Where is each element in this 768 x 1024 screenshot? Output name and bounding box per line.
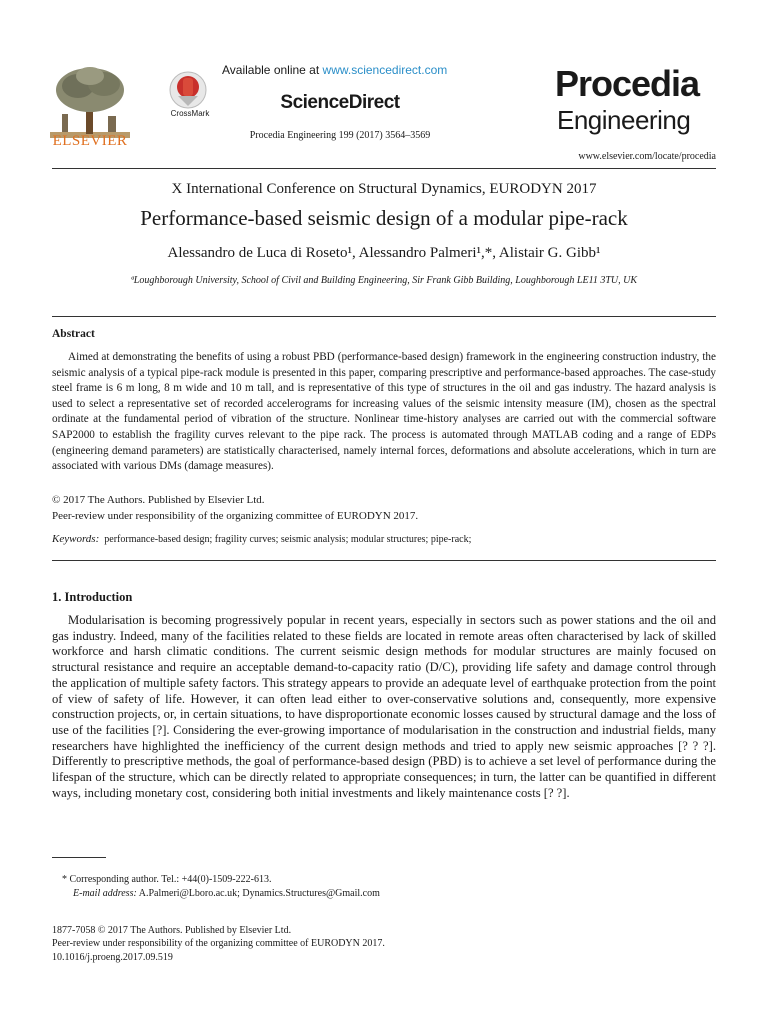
footnote-corresponding-author: * Corresponding author. Tel.: +44(0)-1509-222-613. xyxy=(62,874,272,885)
email-addresses[interactable]: A.Palmeri@Lboro.ac.uk; Dynamics.Structures@Gmail.com xyxy=(138,888,380,899)
conference-name: X International Conference on Structural Dynamics, EURODYN 2017 xyxy=(171,181,597,197)
affiliation: ªLoughborough University, School of Civil and Building Engineering, Sir Frank Gibb Building, Loughborough LE11 3TU, UK xyxy=(131,275,637,286)
copyright-notice: © 2017 The Authors. Published by Elsevier Ltd. xyxy=(52,494,265,506)
footnote-issn: 1877-7058 © 2017 The Authors. Published by Elsevier Ltd. xyxy=(52,925,292,936)
keywords-label: Keywords: xyxy=(52,533,100,545)
footnote-peer-review: Peer-review under responsibility of the organizing committee of EURODYN 2017. xyxy=(52,938,385,949)
section-heading-introduction: 1. Introduction xyxy=(52,590,133,604)
peer-review-notice: Peer-review under responsibility of the organizing committee of EURODYN 2017. xyxy=(52,510,419,522)
available-prefix: Available online at xyxy=(222,63,323,77)
keywords-line xyxy=(52,533,471,545)
sciencedirect-logo[interactable]: ScienceDirect xyxy=(280,92,400,113)
abstract-top-divider xyxy=(52,316,716,317)
journal-url-link[interactable]: www.elsevier.com/locate/procedia xyxy=(578,151,716,162)
crossmark-icon[interactable] xyxy=(168,70,208,110)
journal-reference: Procedia Engineering 199 (2017) 3564–3569 xyxy=(249,130,431,141)
journal-logo-procedia: Procedia xyxy=(555,63,700,104)
abstract-heading: Abstract xyxy=(52,328,95,340)
abstract-body: Aimed at demonstrating the benefits of using a robust PBD (performance-based design) framework in the engineering construction industry, the seismic analysis of a typical pipe-rack module is presented in this paper, comparing prescriptive and performance-based approaches. The case-study steel frame is 6 m long, 8 m wide and 10 m tall, and is representative of this type of structures in the oil and gas industry. The hazard analysis is used to select a representative set of recorded accelerograms for increasing values of the seismic intensity measure (IM), chosen as the spectral ordinate at the fundamental period of vibration of the structure. Nonlinear time-history analyses are carried out with the commercial software SAP2000 to establish the fragility curves relevant to the pipe rack. The process is automated through MATLAB coding and a range of EDPs (engineering demand parameters) are statistically characterised, namely internal forces, deformations and absolute accelerations, which in turn are associated with various DMs (damage measures). xyxy=(52,351,716,473)
elsevier-wordmark: ELSEVIER xyxy=(52,133,128,149)
crossmark-label: CrossMark xyxy=(170,109,210,118)
available-online-line xyxy=(222,63,447,77)
header-divider xyxy=(52,168,716,169)
paper-title: Performance-based seismic design of a modular pipe-rack xyxy=(140,206,628,230)
email-label: E-mail address: xyxy=(73,888,137,899)
footnote-email xyxy=(73,888,380,899)
author-list: Alessandro de Luca di Roseto¹, Alessandro Palmeri¹,*, Alistair G. Gibb¹ xyxy=(167,245,601,261)
abstract-bottom-divider xyxy=(52,560,716,561)
introduction-body: Modularisation is becoming progressively popular in recent years, especially in sectors such as power stations and the oil and gas industry. Indeed, many of the facilities related to these fields are located in remote areas often characterised by lack of skilled workforce and harsh climatic conditions. The current seismic design methods for modular structures are mainly focused on structural resistance and require an acceptable demand-to-capacity ratio (D/C), providing life safety and damage control through the application of multiple safety factors. This strategy appears to provide an adequate level of earthquake protection from the point of view of safety of life. However, it can often lead either to over-conservative solutions and, consequently, more expensive construction projects, or, in certain situations, to have disproportionate economic losses caused by structural damage and the loss of use of the facilities [?]. Considering the ever-growing importance of modularisation in the construction and industrial fields, many researchers have highlighted the inefficiency of the current design methods and tried to apply new seismic approaches [? ? ?]. Differently to prescriptive methods, the goal of performance-based design (PBD) is to achieve a set level of performance during the lifespan of the structure, which can be directly related to appropriate consequences; in turn, the latter can be quantified in different ways, including monetary cost, considering both initial investments and likely maintenance costs [? ?]. xyxy=(52,613,716,800)
keywords-list: performance-based design; fragility curves; seismic analysis; modular structures; pipe-rack; xyxy=(104,534,472,545)
footnote-doi[interactable]: 10.1016/j.proeng.2017.09.519 xyxy=(52,952,173,963)
sciencedirect-link[interactable]: www.sciencedirect.com xyxy=(322,63,448,77)
journal-logo-engineering: Engineering xyxy=(557,105,691,135)
footnote-divider xyxy=(52,857,106,858)
